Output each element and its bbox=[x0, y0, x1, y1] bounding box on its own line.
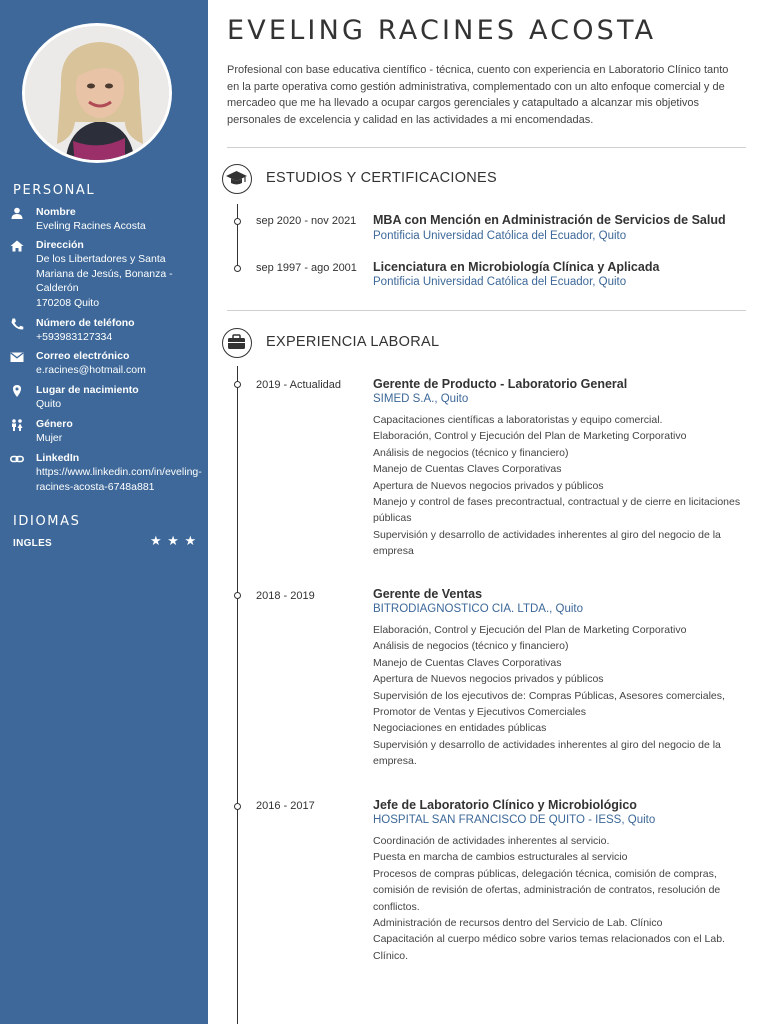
person-icon bbox=[10, 207, 24, 219]
job-task: Capacitaciones científicas a laboratoristas y equipo comercial. bbox=[373, 414, 663, 426]
personal-item-label: Dirección bbox=[36, 239, 84, 251]
timeline-dot bbox=[234, 803, 241, 810]
timeline-line bbox=[237, 366, 238, 1024]
divider bbox=[227, 147, 746, 148]
timeline-dot bbox=[234, 381, 241, 388]
education-date: sep 1997 - ago 2001 bbox=[256, 262, 357, 274]
timeline-line bbox=[237, 204, 238, 270]
education-title: Licenciatura en Microbiología Clínica y Aplicada bbox=[373, 260, 660, 274]
personal-item-value: De los Libertadores y Santa Mariana de Jesús, Bonanza - Calderón 170208 Quito bbox=[36, 253, 173, 309]
personal-item-label: LinkedIn bbox=[36, 452, 80, 464]
personal-item-value: e.racines@hotmail.com bbox=[36, 364, 146, 376]
education-institution: Pontificia Universidad Católica del Ecuador, Quito bbox=[373, 276, 627, 288]
personal-item-label: Género bbox=[36, 418, 73, 430]
personal-item-email bbox=[10, 350, 208, 378]
education-institution: Pontificia Universidad Católica del Ecuador, Quito bbox=[373, 230, 627, 242]
personal-item-value: +593983127334 bbox=[36, 331, 113, 343]
personal-item-phone bbox=[10, 317, 208, 345]
candidate-name: EVELING RACINES ACOSTA bbox=[227, 15, 657, 46]
education-title: MBA con Mención en Administración de Servicios de Salud bbox=[373, 213, 726, 227]
timeline-dot bbox=[234, 218, 241, 225]
job-date: 2019 - Actualidad bbox=[256, 379, 342, 391]
timeline-dot bbox=[234, 265, 241, 272]
job-task: Negociaciones en entidades públicas bbox=[373, 722, 547, 735]
job-task: Manejo de Cuentas Claves Corporativas bbox=[373, 656, 562, 669]
personal-item-name bbox=[10, 206, 208, 234]
timeline-dot bbox=[234, 592, 241, 599]
job-date: 2016 - 2017 bbox=[256, 800, 315, 812]
phone-icon bbox=[10, 318, 24, 330]
personal-item-label: Lugar de nacimiento bbox=[36, 384, 139, 396]
education-section-title: ESTUDIOS Y CERTIFICACIONES bbox=[266, 170, 497, 186]
location-pin-icon bbox=[10, 385, 24, 397]
sidebar bbox=[0, 0, 208, 1024]
gender-icon bbox=[10, 419, 24, 431]
job-date: 2018 - 2019 bbox=[256, 590, 315, 602]
divider bbox=[227, 310, 746, 311]
job-task: Elaboración, Control y Ejecución del Plan de Marketing Corporativo bbox=[373, 624, 687, 636]
mail-icon bbox=[10, 351, 24, 363]
personal-section-title: PERSONAL bbox=[13, 183, 96, 198]
job-tasks bbox=[373, 833, 745, 964]
job-task: Manejo de Cuentas Claves Corporativas bbox=[373, 463, 562, 476]
personal-item-linkedin bbox=[10, 452, 208, 494]
language-rating-stars: ★ ★ ★ bbox=[150, 533, 198, 548]
job-task: Elaboración, Control y Ejecución del Plan de Marketing Corporativo bbox=[373, 430, 687, 443]
job-title: Gerente de Ventas bbox=[373, 587, 483, 601]
personal-item-value: Eveling Racines Acosta bbox=[36, 220, 146, 232]
personal-item-value: Quito bbox=[36, 398, 62, 410]
personal-item-gender bbox=[10, 418, 208, 446]
job-task: Análisis de negocios (técnico y financiero) bbox=[373, 446, 569, 459]
graduation-cap-icon bbox=[222, 164, 252, 194]
job-company: HOSPITAL SAN FRANCISCO DE QUITO - IESS, Quito bbox=[373, 814, 656, 826]
job-task: Apertura de Nuevos negocios privados y públicos bbox=[373, 479, 604, 492]
job-task: Coordinación de actividades inherentes al servicio. bbox=[373, 835, 610, 847]
personal-item-address bbox=[10, 239, 208, 310]
job-task: Apertura de Nuevos negocios privados y públicos bbox=[373, 673, 604, 686]
job-task: Supervisión de los ejecutivos de: Compras Públicas, Asesores comerciales, Promotor de Ventas y Ejecutivos Comerciales bbox=[373, 689, 725, 719]
job-task: Procesos de compras públicas, delegación técnica, comisión de compras, comisión de revisión de ofertas, administración de contratos, resolución de conflictos. bbox=[373, 867, 721, 913]
personal-item-value: Mujer bbox=[36, 432, 63, 444]
language-name: INGLES bbox=[13, 538, 53, 549]
personal-item-label: Número de teléfono bbox=[36, 317, 135, 329]
experience-section-title: EXPERIENCIA LABORAL bbox=[266, 334, 440, 350]
job-tasks bbox=[373, 622, 745, 770]
job-task: Supervisión y desarrollo de actividades inherentes al giro del negocio de la empresa bbox=[373, 528, 721, 558]
job-task: Análisis de negocios (técnico y financiero) bbox=[373, 640, 569, 653]
job-title: Gerente de Producto - Laboratorio General bbox=[373, 377, 628, 391]
education-date: sep 2020 - nov 2021 bbox=[256, 215, 357, 227]
personal-item-birthplace bbox=[10, 384, 208, 412]
profile-photo bbox=[22, 23, 172, 163]
job-company: BITRODIAGNOSTICO CIA. LTDA., Quito bbox=[373, 603, 584, 615]
languages-section-title: IDIOMAS bbox=[13, 514, 81, 529]
job-task: Administración de recursos dentro del Servicio de Lab. Clínico bbox=[373, 917, 663, 930]
job-task: Capacitación al cuerpo médico sobre varios temas relacionados con el Lab. Clínico. bbox=[373, 933, 725, 962]
job-company: SIMED S.A., Quito bbox=[373, 393, 469, 405]
job-tasks bbox=[373, 412, 745, 560]
job-task: Puesta en marcha de cambios estructurales al servicio bbox=[373, 851, 628, 864]
job-task: Supervisión y desarrollo de actividades inherentes al giro del negocio de la empresa. bbox=[373, 738, 721, 768]
job-title: Jefe de Laboratorio Clínico y Microbiológico bbox=[373, 798, 637, 812]
personal-item-label: Nombre bbox=[36, 206, 76, 218]
profile-summary: Profesional con base educativa científico - técnica, cuento con experiencia en Laboratorio Clínico tanto en la parte operativa como gestión administrativa, complementado con un alto enfoque comercial y de mercadeo que me ha llevado a ocupar cargos gerenciales y catapultado a alcanzar mis objetivos personales de excelencia y calidad en las actividades a mi encomendadas. bbox=[227, 64, 729, 126]
linkedin-link[interactable]: https://www.linkedin.com/in/eveling- racines-acosta-6748a881 bbox=[36, 466, 202, 493]
home-icon bbox=[10, 240, 24, 252]
job-task: Manejo y control de fases precontractual, contractual y de cierre en licitaciones públicas bbox=[373, 496, 741, 525]
link-icon bbox=[10, 453, 24, 465]
personal-item-label: Correo electrónico bbox=[36, 350, 130, 362]
briefcase-icon bbox=[222, 328, 252, 358]
